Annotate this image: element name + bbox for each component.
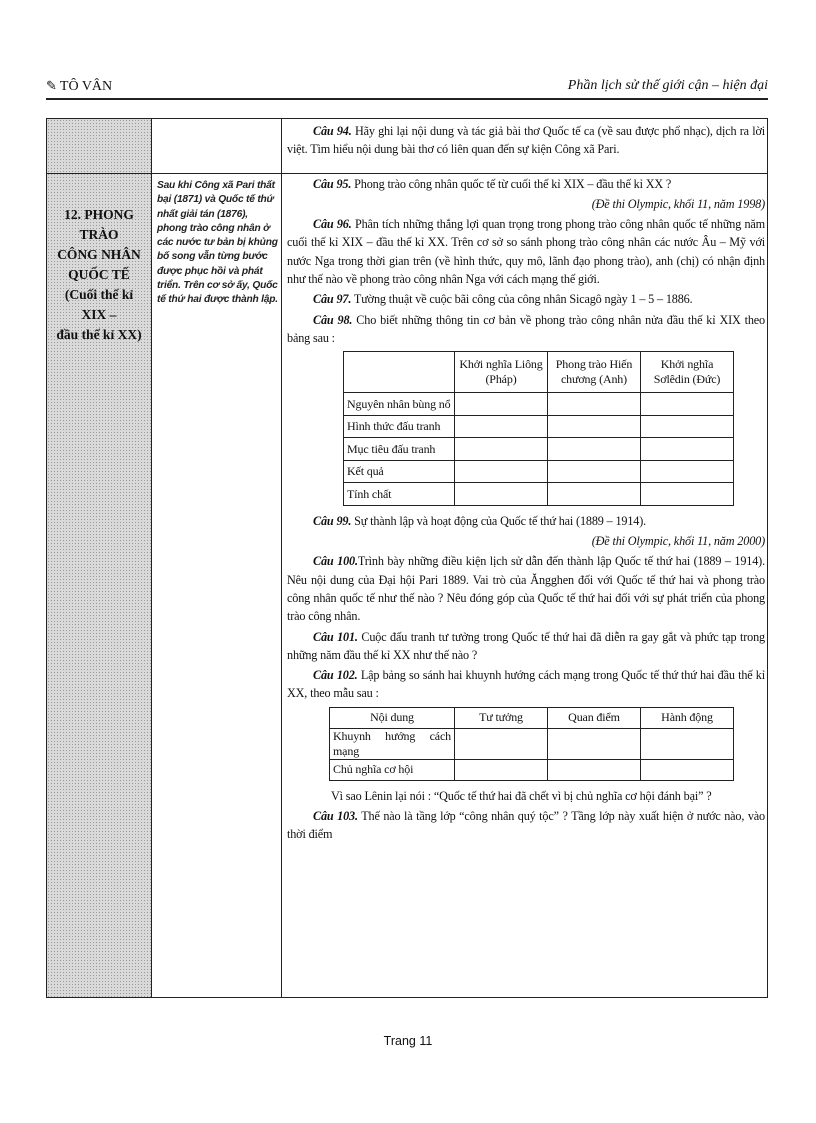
pen-icon: ✎ bbox=[46, 78, 57, 93]
table-row bbox=[330, 728, 734, 759]
question-label: Câu 102. bbox=[313, 668, 358, 683]
table-cell bbox=[548, 460, 641, 483]
table-cell bbox=[548, 438, 641, 461]
question-101 bbox=[287, 628, 765, 665]
table-header-cell: Khởi nghĩa Sơlêdin (Đức) bbox=[641, 352, 734, 393]
row-label: Khuynh hướng cách mạng bbox=[330, 728, 455, 759]
question-text: Phân tích những thắng lợi quan trọng trong phong trào công nhân quốc tế những năm cuối thế kỉ XIX – đầu thế kỉ XX. Trên cơ sở so sánh phong trào công nhân các nước Âu – Mỹ với nước Nga trong thời gian trên (về hình thức, quy mô, lãnh đạo phong trào), anh (chị) có nhận định như thế nào về phong trào công nhân Nga với cách mạng thế giới. bbox=[287, 217, 765, 287]
question-102 bbox=[287, 666, 765, 703]
questions-column bbox=[287, 122, 765, 846]
topic-title-line: 12. PHONG TRÀO bbox=[64, 207, 134, 242]
question-99-source: (Đề thi Olympic, khối 11, năm 2000) bbox=[591, 534, 765, 549]
table-row bbox=[344, 415, 734, 438]
question-text: Cuộc đấu tranh tư tưởng trong Quốc tế thứ hai đã diễn ra gay gắt và phức tạp trong những năm đầu thế kỉ XX như thế nào ? bbox=[287, 629, 765, 662]
table-row bbox=[344, 460, 734, 483]
table-cell bbox=[641, 483, 734, 506]
row-divider-left bbox=[47, 173, 282, 174]
table-cell bbox=[548, 728, 641, 759]
table-cell bbox=[641, 438, 734, 461]
question-99 bbox=[287, 512, 765, 530]
question-98 bbox=[287, 311, 765, 348]
table-row bbox=[344, 483, 734, 506]
question-label: Câu 98. bbox=[313, 312, 353, 327]
row-label: Nguyên nhân bùng nổ bbox=[344, 393, 455, 416]
topic-title-line: (Cuối thế kỉ XIX – bbox=[64, 287, 134, 322]
table-cell bbox=[641, 393, 734, 416]
page-number: Trang 11 bbox=[383, 1034, 433, 1048]
topic-title bbox=[51, 205, 147, 345]
table-header-cell: Quan điểm bbox=[548, 707, 641, 728]
labor-movement-table bbox=[343, 351, 734, 506]
table-header-row bbox=[344, 352, 734, 393]
question-text: Thế nào là tầng lớp “công nhân quý tộc” ? Tầng lớp này xuất hiện ở nước nào, vào thời điểm bbox=[287, 809, 766, 842]
question-text: Phong trào công nhân quốc tế từ cuối thế kỉ XIX – đầu thế kỉ XX ? bbox=[354, 176, 672, 191]
table-cell bbox=[548, 483, 641, 506]
column-divider-1 bbox=[151, 119, 152, 997]
table-row bbox=[344, 393, 734, 416]
table-cell bbox=[548, 393, 641, 416]
row-label: Hình thức đấu tranh bbox=[344, 415, 455, 438]
row-label: Kết quả bbox=[344, 460, 455, 483]
question-97 bbox=[287, 290, 765, 308]
author-label bbox=[46, 78, 112, 95]
table-header-cell: Nội dung bbox=[330, 707, 455, 728]
question-label: Câu 95. bbox=[313, 176, 352, 191]
table-header-cell: Hành động bbox=[641, 707, 734, 728]
table-cell bbox=[548, 759, 641, 780]
question-94 bbox=[287, 122, 765, 159]
table-row bbox=[330, 759, 734, 780]
row-label: Mục tiêu đấu tranh bbox=[344, 438, 455, 461]
question-95-source: (Đề thi Olympic, khối 11, năm 1998) bbox=[591, 196, 765, 211]
question-label: Câu 97. bbox=[313, 292, 352, 307]
table-cell bbox=[455, 460, 548, 483]
question-label: Câu 103. bbox=[313, 809, 358, 824]
table-cell bbox=[455, 393, 548, 416]
question-text: Cho biết những thông tin cơ bản về phong trào công nhân nửa đầu thế kỉ XIX theo bảng sau : bbox=[287, 312, 766, 345]
question-text: Trình bày những điều kiện lịch sử dẫn đến thành lập Quốc tế thứ hai (1889 – 1914). Nêu nội dung của Đại hội Pari 1889. Vai trò của Ăngghen đối với Quốc tế thứ hai và phong trào công nhân quốc tế như thế nào ? Nêu đóng góp của Quốc tế thứ hai đối với sự phát triển của phong trào công nhân. bbox=[287, 554, 765, 624]
table-cell bbox=[641, 728, 734, 759]
table-cell bbox=[455, 728, 548, 759]
question-100 bbox=[287, 552, 765, 625]
table-header-cell bbox=[344, 352, 455, 393]
table-cell bbox=[548, 415, 641, 438]
row-label: Chủ nghĩa cơ hội bbox=[330, 759, 455, 780]
table-cell bbox=[641, 460, 734, 483]
topic-summary-note: Sau khi Công xã Pari thất bại (1871) và Quốc tế thứ nhất giải tán (1876), phong trào công nhân ở các nước tư bản bị khủng bố song vẫn từng bước được phục hồi và phát triển. Trên cơ sở ấy, Quốc tế thứ hai được thành lập. bbox=[157, 180, 278, 306]
author-name: TÔ VÂN bbox=[59, 79, 113, 94]
question-text: Lập bảng so sánh hai khuynh hướng cách mạng trong Quốc tế thứ thứ hai đầu thế kỉ XX, theo mẫu sau : bbox=[287, 668, 765, 701]
table-header-cell: Khởi nghĩa Liông (Pháp) bbox=[455, 352, 548, 393]
question-label: Câu 96. bbox=[313, 217, 352, 232]
table-cell bbox=[455, 415, 548, 438]
question-96 bbox=[287, 215, 765, 288]
table-header-cell: Phong trào Hiến chương (Anh) bbox=[548, 352, 641, 393]
question-label: Câu 94. bbox=[313, 124, 352, 138]
question-label: Câu 99. bbox=[313, 513, 352, 528]
topic-title-line: CÔNG NHÂN bbox=[57, 247, 141, 262]
topic-title-line: đầu thế kỉ XX) bbox=[56, 327, 142, 342]
question-102-followup: Vì sao Lênin lại nói : “Quốc tế thứ hai đã chết vì bị chủ nghĩa cơ hội đánh bại” ? bbox=[331, 788, 712, 803]
shaded-cell-top bbox=[47, 119, 151, 173]
table-header-cell: Tư tưởng bbox=[455, 707, 548, 728]
question-95 bbox=[287, 175, 765, 193]
table-cell bbox=[455, 483, 548, 506]
table-row bbox=[344, 438, 734, 461]
table-cell bbox=[641, 415, 734, 438]
question-103 bbox=[287, 807, 765, 844]
table-cell bbox=[641, 759, 734, 780]
table-cell bbox=[455, 438, 548, 461]
question-label: Câu 101. bbox=[313, 629, 358, 644]
comparison-table bbox=[329, 707, 734, 781]
question-text: Hãy ghi lại nội dung và tác giả bài thơ Quốc tế ca (về sau được phổ nhạc), dịch ra lời việt. Tìm hiểu nội dung bài thơ có liên quan đến sự kiện Công xã Pari. bbox=[287, 124, 765, 157]
question-text: Sự thành lập và hoạt động của Quốc tế thứ hai (1889 – 1914). bbox=[354, 513, 647, 528]
subject-title: Phần lịch sử thế giới cận – hiện đại bbox=[567, 78, 768, 93]
table-header-row bbox=[330, 707, 734, 728]
question-label: Câu 100. bbox=[313, 554, 358, 569]
row-label: Tính chất bbox=[344, 483, 455, 506]
page-header bbox=[46, 76, 768, 100]
column-divider-2 bbox=[281, 119, 282, 997]
content-frame bbox=[46, 118, 768, 998]
question-text: Tường thuật về cuộc bãi công của công nhân Sicagô ngày 1 – 5 – 1886. bbox=[353, 292, 693, 307]
table-cell bbox=[455, 759, 548, 780]
topic-title-line: QUỐC TẾ bbox=[68, 267, 130, 282]
